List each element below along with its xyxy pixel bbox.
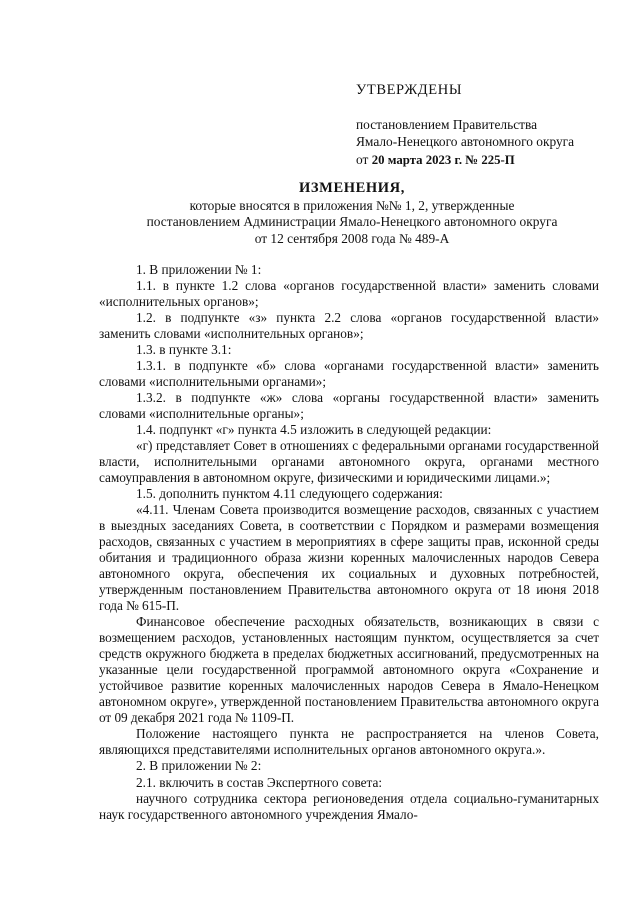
- approval-date-line: [356, 151, 574, 170]
- approval-date-prefix: от: [356, 151, 372, 167]
- paragraph: 1.3. в пункте 3.1:: [136, 342, 232, 358]
- approval-block: [356, 82, 574, 169]
- paragraph: 1.3.1. в подпункте «б» слова «органами государственной власти» заменить словами «исполнительными органами»;: [99, 358, 599, 390]
- document-header: [96, 180, 608, 247]
- approval-date: 20 марта 2023 г. № 225-П: [371, 152, 515, 167]
- approval-line-1: постановлением Правительства: [356, 116, 538, 132]
- approval-line-2: Ямало-Ненецкого автономного округа: [356, 134, 575, 149]
- paragraph: 1. В приложении № 1:: [136, 262, 262, 277]
- paragraph: 1.3.2. в подпункте «ж» слова «органы государственной власти» заменить словами «исполнительные органы»;: [99, 390, 599, 422]
- paragraph: Финансовое обеспечение расходных обязательств, возникающих в связи с возмещением расходов, установленных настоящим пунктом, осуществляется за счет средств окружного бюджета в пределах бюджетных ассигнований, предусмотренных на указанные цели государственной программой автономного округа «Сохранение и устойчивое развитие коренных малочисленных народов Севера в Ямало-Ненецком автономном округе», утвержденной постановлением Правительства автономного округа от 09 декабря 2021 года № 1109-П.: [99, 614, 599, 726]
- paragraph: 1.1. в пункте 1.2 слова «органов государственной власти» заменить словами «исполнительных органов»;: [99, 278, 599, 310]
- paragraph: 1.2. в подпункте «з» пункта 2.2 слова «органов государственной власти» заменить словами «исполнительных органов»;: [99, 310, 599, 342]
- paragraph: 2. В приложении № 2:: [136, 758, 262, 774]
- document-title: ИЗМЕНЕНИЯ,: [299, 180, 405, 196]
- approval-stamp: УТВЕРЖДЕНЫ: [356, 82, 463, 98]
- document-subtitle-line-3: от 12 сентября 2008 года № 489-А: [254, 230, 450, 246]
- document-body: [99, 262, 599, 823]
- paragraph: «г) представляет Совет в отношениях с федеральными органами государственной власти, исполнительными органами автономного округа, органами местного самоуправления в автономном округе, физическими и юридическими лицами.»;: [99, 438, 599, 486]
- paragraph: научного сотрудника сектора регионоведения отдела социально-гуманитарных наук государственного автономного учреждения Ямало-: [99, 790, 599, 822]
- document-subtitle-line-2: постановлением Администрации Ямало-Ненецкого автономного округа: [146, 214, 558, 230]
- paragraph: 1.5. дополнить пунктом 4.11 следующего содержания:: [136, 486, 443, 502]
- paragraph: Положение настоящего пункта не распространяется на членов Совета, являющихся представителями исполнительных органов автономного округа.».: [99, 726, 599, 758]
- paragraph: 1.4. подпункт «г» пункта 4.5 изложить в следующей редакции:: [136, 422, 492, 438]
- paragraph: «4.11. Членам Совета производится возмещение расходов, связанных с участием в выездных заседаниях Совета, в соответствии с Порядком и размерами возмещения расходов, связанных с участием в мероприятиях в сфере защиты прав, исконной среды обитания и традиционного образа жизни коренных малочисленных народов Севера автономного округа, обеспечения их социальных и духовных потребностей, утвержденным постановлением Правительства автономного округа от 18 июня 2018 года № 615-П.: [99, 502, 599, 614]
- document-subtitle-line-1: которые вносятся в приложения №№ 1, 2, утвержденные: [189, 197, 515, 213]
- paragraph: 2.1. включить в состав Экспертного совета:: [136, 774, 383, 790]
